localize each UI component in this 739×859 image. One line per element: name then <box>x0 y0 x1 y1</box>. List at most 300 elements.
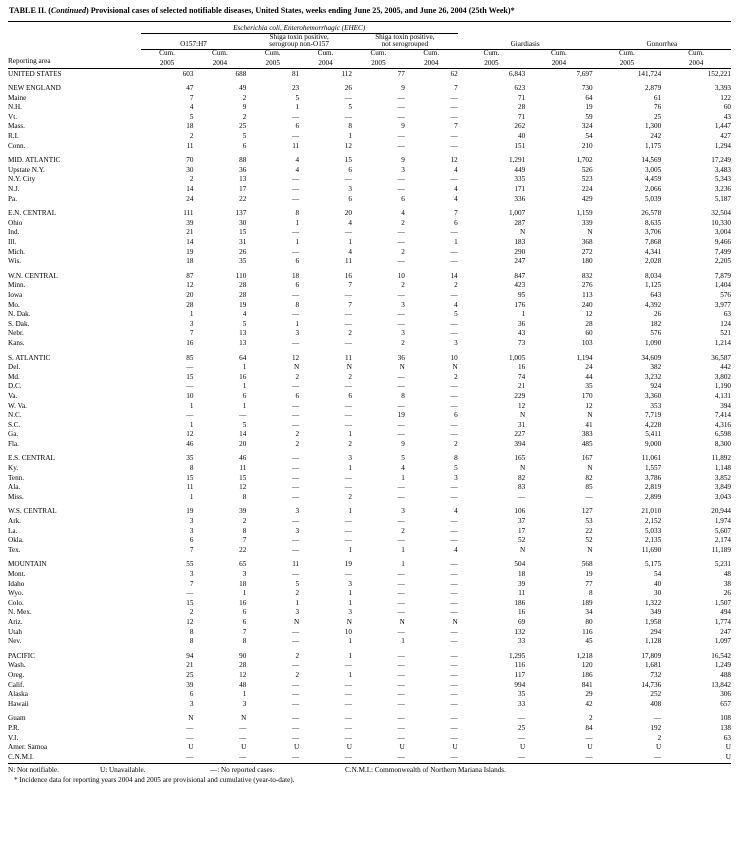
row-value-cell: 176 <box>514 300 526 309</box>
header-group-nono157-line2: serogroup non-O157 <box>269 40 329 49</box>
table-row <box>8 237 731 247</box>
row-value-cell: 494 <box>720 608 731 617</box>
row-value-cell: — <box>344 723 352 732</box>
row-value-cell: — <box>291 714 300 723</box>
row-area-label: R.I. <box>8 132 19 141</box>
row-value-cell: 87 <box>186 271 194 280</box>
row-value-cell: 2 <box>401 526 405 535</box>
row-value-cell: 8 <box>189 627 194 636</box>
row-area-label: C.N.M.I. <box>8 752 34 761</box>
row-value-cell: N <box>399 617 405 626</box>
table-row <box>8 93 731 103</box>
row-value-cell: — <box>291 483 300 492</box>
row-value-cell: U <box>346 743 352 752</box>
row-value-cell: 106 <box>514 507 526 516</box>
row-value-cell: 4 <box>295 156 300 165</box>
row-value-cell: 4 <box>454 194 458 203</box>
row-value-cell: — <box>585 733 593 742</box>
row-value-cell: 11 <box>186 141 194 150</box>
row-value-cell: — <box>397 627 405 636</box>
row-value-cell: 8 <box>242 526 247 535</box>
row-value-cell: 12 <box>186 617 194 626</box>
row-value-cell: 4 <box>454 300 458 309</box>
header-cum-3: Cum. <box>264 49 281 58</box>
row-value-cell: — <box>397 492 405 501</box>
row-value-cell: — <box>585 492 593 501</box>
row-value-cell: N <box>519 464 526 473</box>
row-value-cell: 15 <box>186 598 194 607</box>
header-row-groups <box>8 33 731 50</box>
row-value-cell: 2 <box>295 439 300 448</box>
row-value-cell: 4 <box>348 218 352 227</box>
row-value-cell: 13 <box>239 338 247 347</box>
row-value-cell: 15 <box>186 473 194 482</box>
row-value-cell: — <box>450 627 458 636</box>
row-value-cell: 34 <box>585 608 593 617</box>
header-reporting-area: Reporting area <box>8 58 141 68</box>
row-value-cell: 21,010 <box>641 507 662 516</box>
row-value-cell: 10 <box>397 271 405 280</box>
table-row <box>8 372 731 382</box>
row-value-cell: 3,706 <box>645 228 662 237</box>
row-value-cell: 3,232 <box>645 372 662 381</box>
row-value-cell: 229 <box>514 391 526 400</box>
row-value-cell: 15 <box>344 156 352 165</box>
row-value-cell: 61 <box>654 93 662 102</box>
row-value-cell: 11,892 <box>711 454 731 463</box>
header-year-6: 2004 <box>405 58 458 68</box>
row-value-cell: 11 <box>186 483 194 492</box>
header-row-years <box>8 58 731 68</box>
row-value-cell: — <box>397 733 405 742</box>
row-value-cell: — <box>291 338 300 347</box>
row-value-cell: 165 <box>514 454 526 463</box>
row-area-label: Ariz. <box>8 617 23 626</box>
header-cum-10: Cum. <box>688 49 704 58</box>
row-value-cell: 14 <box>450 271 458 280</box>
row-value-cell: 449 <box>514 165 526 174</box>
row-value-cell: — <box>291 310 300 319</box>
row-value-cell: 39 <box>186 680 194 689</box>
row-value-cell: 6 <box>242 608 247 617</box>
row-value-cell: 20 <box>186 290 194 299</box>
row-value-cell: 2 <box>295 589 300 598</box>
notifiable-diseases-table <box>8 21 731 761</box>
row-value-cell: — <box>239 733 247 742</box>
row-value-cell: 8,635 <box>645 218 662 227</box>
row-value-cell: 227 <box>514 430 526 439</box>
row-value-cell: 19 <box>344 560 352 569</box>
row-area-label: Colo. <box>8 598 24 607</box>
row-value-cell: 1 <box>401 473 405 482</box>
row-area-label: Ky. <box>8 464 19 473</box>
row-value-cell: 3 <box>454 473 458 482</box>
row-value-cell: N <box>452 363 458 372</box>
row-value-cell: 35 <box>517 690 526 699</box>
row-value-cell: N <box>346 363 352 372</box>
row-value-cell: 39 <box>186 218 194 227</box>
row-value-cell: — <box>344 175 352 184</box>
table-row <box>8 598 731 608</box>
row-value-cell: 35 <box>585 382 593 391</box>
row-value-cell: 47 <box>186 84 194 93</box>
row-value-cell: 94 <box>186 651 194 660</box>
row-value-cell: 76 <box>654 103 662 112</box>
row-value-cell: 3,393 <box>714 84 731 93</box>
row-value-cell: 2,028 <box>645 257 662 266</box>
row-value-cell: 1 <box>348 132 352 141</box>
title-continued: Continued <box>50 6 86 15</box>
row-value-cell: 37 <box>517 517 526 526</box>
row-value-cell: 46 <box>239 454 247 463</box>
row-area-label: Fla. <box>8 439 19 448</box>
row-value-cell: 11 <box>239 464 247 473</box>
table-row <box>8 208 731 218</box>
row-value-cell: 10 <box>186 391 194 400</box>
row-area-label: Va. <box>8 391 18 400</box>
row-value-cell: 60 <box>585 329 593 338</box>
row-value-cell: 116 <box>514 661 526 670</box>
row-value-cell: 8 <box>348 122 352 131</box>
row-value-cell: — <box>450 112 458 121</box>
row-value-cell: 7 <box>189 579 194 588</box>
row-value-cell: — <box>291 536 300 545</box>
row-value-cell: 6 <box>189 536 194 545</box>
footnote-dash: —: No reported cases. <box>210 766 275 775</box>
table-row <box>8 733 731 743</box>
row-value-cell: 8 <box>189 464 194 473</box>
row-area-label: Ga. <box>8 430 19 439</box>
row-value-cell: 22 <box>239 545 247 554</box>
row-value-cell: — <box>450 680 458 689</box>
table-row <box>8 627 731 637</box>
table-row <box>8 723 731 733</box>
row-value-cell: 576 <box>650 329 662 338</box>
row-value-cell: 1 <box>348 507 352 516</box>
row-value-cell: 2 <box>401 247 405 256</box>
row-area-label: Nev. <box>8 637 22 646</box>
row-value-cell: 54 <box>654 570 662 578</box>
row-value-cell: 85 <box>186 353 194 362</box>
row-value-cell: 242 <box>650 132 662 141</box>
row-value-cell: 526 <box>581 165 593 174</box>
header-group-gonorrhea <box>593 33 731 50</box>
table-row <box>8 463 731 473</box>
row-value-cell: 20,944 <box>711 507 731 516</box>
row-value-cell: 16 <box>344 271 352 280</box>
row-area-label: Utah <box>8 627 22 636</box>
row-value-cell: 1 <box>242 401 247 410</box>
header-year-4: 2004 <box>299 58 352 68</box>
row-value-cell: 28 <box>239 281 247 290</box>
row-value-cell: 71 <box>517 112 526 121</box>
row-value-cell: — <box>397 723 405 732</box>
row-value-cell: — <box>397 579 405 588</box>
row-value-cell: — <box>186 752 194 761</box>
row-value-cell: 1,190 <box>714 382 731 391</box>
row-value-cell: 5,343 <box>714 175 731 184</box>
row-value-cell: 2,174 <box>714 536 731 545</box>
table-row <box>8 680 731 690</box>
row-value-cell: 36 <box>239 165 247 174</box>
row-value-cell: 10,330 <box>711 218 731 227</box>
row-value-cell: 1 <box>295 238 300 246</box>
page-title <box>8 6 731 16</box>
row-value-cell: 7 <box>189 329 194 338</box>
row-value-cell: 3 <box>454 338 458 347</box>
row-value-cell: 3 <box>401 300 405 309</box>
row-value-cell: 5 <box>242 319 247 328</box>
row-value-cell: N <box>587 464 593 473</box>
row-value-cell: — <box>450 589 458 598</box>
row-value-cell: — <box>397 401 405 410</box>
row-value-cell: — <box>344 319 352 328</box>
row-value-cell: 26 <box>723 589 731 598</box>
row-value-cell: 16 <box>239 598 247 607</box>
row-value-cell: — <box>397 598 405 607</box>
row-area-label: N.H. <box>8 103 22 112</box>
row-value-cell: — <box>450 608 458 617</box>
row-value-cell: 25 <box>654 112 662 121</box>
row-value-cell: 180 <box>581 257 593 266</box>
row-value-cell: 7 <box>348 281 352 290</box>
table-row <box>8 194 731 204</box>
row-value-cell: — <box>450 329 458 338</box>
row-value-cell: 2,066 <box>645 185 662 194</box>
row-value-cell: 52 <box>517 536 526 545</box>
footnote-u: U: Unavailable. <box>100 766 146 775</box>
row-value-cell: 30 <box>654 589 662 598</box>
row-value-cell: — <box>450 714 458 723</box>
row-value-cell: 3,852 <box>714 473 731 482</box>
row-value-cell: — <box>397 752 405 761</box>
row-value-cell: 5 <box>295 579 300 588</box>
row-value-cell: 523 <box>581 175 593 184</box>
row-value-cell: — <box>291 464 300 473</box>
row-value-cell: 1,557 <box>645 464 662 473</box>
row-value-cell: — <box>291 545 300 554</box>
row-value-cell: 12 <box>186 430 194 439</box>
row-value-cell: 306 <box>720 690 731 699</box>
table-row <box>8 661 731 671</box>
row-value-cell: — <box>291 492 300 501</box>
row-value-cell: — <box>397 536 405 545</box>
row-value-cell: 5,411 <box>645 430 662 439</box>
row-value-cell: 39 <box>517 579 526 588</box>
row-value-cell: 13,842 <box>711 680 731 689</box>
header-cum-6: Cum. <box>423 49 440 58</box>
row-value-cell: — <box>397 589 405 598</box>
row-value-cell: 103 <box>581 338 593 347</box>
row-value-cell: 31 <box>239 238 247 246</box>
row-value-cell: 5,187 <box>714 194 731 203</box>
row-value-cell: 2,205 <box>714 257 731 266</box>
row-value-cell: 120 <box>581 661 593 670</box>
row-value-cell: 2,135 <box>645 536 662 545</box>
row-value-cell: 18 <box>291 271 300 280</box>
row-value-cell: 732 <box>650 670 662 679</box>
row-value-cell: — <box>450 492 458 501</box>
row-value-cell: 3 <box>348 454 352 463</box>
row-value-cell: 252 <box>650 690 662 699</box>
row-value-cell: — <box>291 228 300 237</box>
row-value-cell: — <box>450 526 458 535</box>
row-value-cell: 368 <box>581 238 593 246</box>
row-value-cell: — <box>239 752 247 761</box>
row-value-cell: 3 <box>189 517 194 526</box>
row-value-cell: 4 <box>295 165 300 174</box>
row-area-label: N.J. <box>8 185 20 194</box>
row-value-cell: 19 <box>186 247 194 256</box>
header-group-gonorrhea-label: Gonorrhea <box>646 40 678 49</box>
row-value-cell: N <box>519 545 526 554</box>
row-value-cell: 3,977 <box>714 300 731 309</box>
row-value-cell: 6 <box>295 257 300 266</box>
row-value-cell: — <box>450 141 458 150</box>
row-area-label: Conn. <box>8 141 26 150</box>
row-value-cell: 7,719 <box>645 411 662 420</box>
row-value-cell: 1 <box>242 589 247 598</box>
row-value-cell: 1,295 <box>508 651 526 660</box>
row-value-cell: 82 <box>585 473 593 482</box>
row-value-cell: 28 <box>239 290 247 299</box>
row-value-cell: U <box>293 743 300 752</box>
row-value-cell: 6,598 <box>714 430 731 439</box>
row-value-cell: 32,504 <box>711 209 731 218</box>
row-value-cell: — <box>450 517 458 526</box>
row-value-cell: 1 <box>348 651 352 660</box>
row-value-cell: 11 <box>345 257 352 266</box>
row-value-cell: 12 <box>291 353 300 362</box>
row-value-cell: 77 <box>585 579 593 588</box>
row-value-cell: 623 <box>514 84 526 93</box>
row-value-cell: 485 <box>581 439 593 448</box>
row-value-cell: — <box>397 112 405 121</box>
row-value-cell: — <box>517 714 526 723</box>
table-row <box>8 122 731 132</box>
row-value-cell: 2 <box>295 430 300 439</box>
row-value-cell: 7,499 <box>714 247 731 256</box>
row-value-cell: 657 <box>720 699 731 708</box>
row-value-cell: 3 <box>295 507 300 516</box>
row-value-cell: U <box>655 743 662 752</box>
row-value-cell: 6 <box>242 141 247 150</box>
row-area-label: Pa. <box>8 194 17 203</box>
row-value-cell: 138 <box>720 723 731 732</box>
row-value-cell: — <box>397 103 405 112</box>
row-value-cell: 40 <box>654 579 662 588</box>
row-value-cell: 1,300 <box>645 122 662 131</box>
row-area-label: Okla. <box>8 536 24 545</box>
row-value-cell: 1 <box>189 492 194 501</box>
row-value-cell: 13 <box>239 175 247 184</box>
row-value-cell: — <box>450 420 458 429</box>
row-value-cell: 1 <box>348 598 352 607</box>
row-area-label: Alaska <box>8 690 28 699</box>
row-value-cell: 1 <box>348 589 352 598</box>
row-value-cell: — <box>344 382 352 391</box>
row-value-cell: 16 <box>239 372 247 381</box>
row-value-cell: — <box>291 112 300 121</box>
row-area-label: S.C. <box>8 420 21 429</box>
row-value-cell: U <box>725 743 731 752</box>
row-area-label: NEW ENGLAND <box>8 84 61 93</box>
row-value-cell: 6 <box>454 218 458 227</box>
row-value-cell: 4 <box>242 310 247 319</box>
row-value-cell: 7 <box>242 536 247 545</box>
row-value-cell: 5,175 <box>645 560 662 569</box>
row-value-cell: 1 <box>348 238 352 246</box>
row-value-cell: — <box>291 420 300 429</box>
row-value-cell: 15 <box>239 228 247 237</box>
row-area-label: N.Y. City <box>8 175 36 184</box>
row-value-cell: 488 <box>720 670 731 679</box>
row-value-cell: 3,005 <box>645 165 662 174</box>
row-value-cell: — <box>517 752 526 761</box>
header-row-ehec <box>8 22 731 34</box>
row-value-cell: — <box>344 112 352 121</box>
row-value-cell: 1 <box>189 420 194 429</box>
row-value-cell: — <box>450 570 458 578</box>
table-row <box>8 742 731 752</box>
row-value-cell: 1 <box>348 637 352 646</box>
row-value-cell: 31 <box>517 420 526 429</box>
row-value-cell: 5 <box>295 93 300 102</box>
row-value-cell: 192 <box>650 723 662 732</box>
row-value-cell: 1 <box>348 430 352 439</box>
row-value-cell: U <box>587 743 593 752</box>
row-value-cell: — <box>344 733 352 742</box>
header-year-5: 2005 <box>352 58 405 68</box>
row-value-cell: 90 <box>239 651 247 660</box>
row-value-cell: 8,300 <box>714 439 731 448</box>
row-value-cell: 262 <box>514 122 526 131</box>
row-value-cell: 3 <box>189 319 194 328</box>
row-value-cell: — <box>291 699 300 708</box>
row-value-cell: 73 <box>517 338 526 347</box>
row-value-cell: 17 <box>517 526 526 535</box>
row-value-cell: 4 <box>401 209 405 218</box>
row-area-label: Iowa <box>8 290 23 299</box>
row-value-cell: 36 <box>517 319 526 328</box>
row-value-cell: 44 <box>585 372 593 381</box>
table-row <box>8 752 731 762</box>
row-value-cell: 832 <box>581 271 593 280</box>
row-area-label: P.R. <box>8 723 20 732</box>
footnote-cnmi: C.N.M.I.: Commonwealth of Northern Mariana Islands. <box>345 766 506 775</box>
row-value-cell: 382 <box>650 363 662 372</box>
row-value-cell: 52 <box>585 536 593 545</box>
table-row <box>8 83 731 93</box>
header-year-1: 2005 <box>141 58 194 68</box>
row-value-cell: 6 <box>348 194 352 203</box>
row-value-cell: — <box>450 579 458 588</box>
row-value-cell: 240 <box>581 300 593 309</box>
row-value-cell: — <box>450 391 458 400</box>
row-value-cell: — <box>450 93 458 102</box>
table-row <box>8 131 731 141</box>
row-value-cell: — <box>344 290 352 299</box>
row-value-cell: 6,843 <box>508 69 526 78</box>
row-value-cell: 28 <box>585 319 593 328</box>
row-value-cell: — <box>291 247 300 256</box>
row-value-cell: — <box>654 752 662 761</box>
row-value-cell: N <box>188 714 194 723</box>
row-area-label: Maine <box>8 93 27 102</box>
header-group-notserogrouped-line1: Shiga toxin positive, <box>375 32 435 41</box>
row-value-cell: 427 <box>720 132 731 141</box>
row-value-cell: 5,039 <box>645 194 662 203</box>
